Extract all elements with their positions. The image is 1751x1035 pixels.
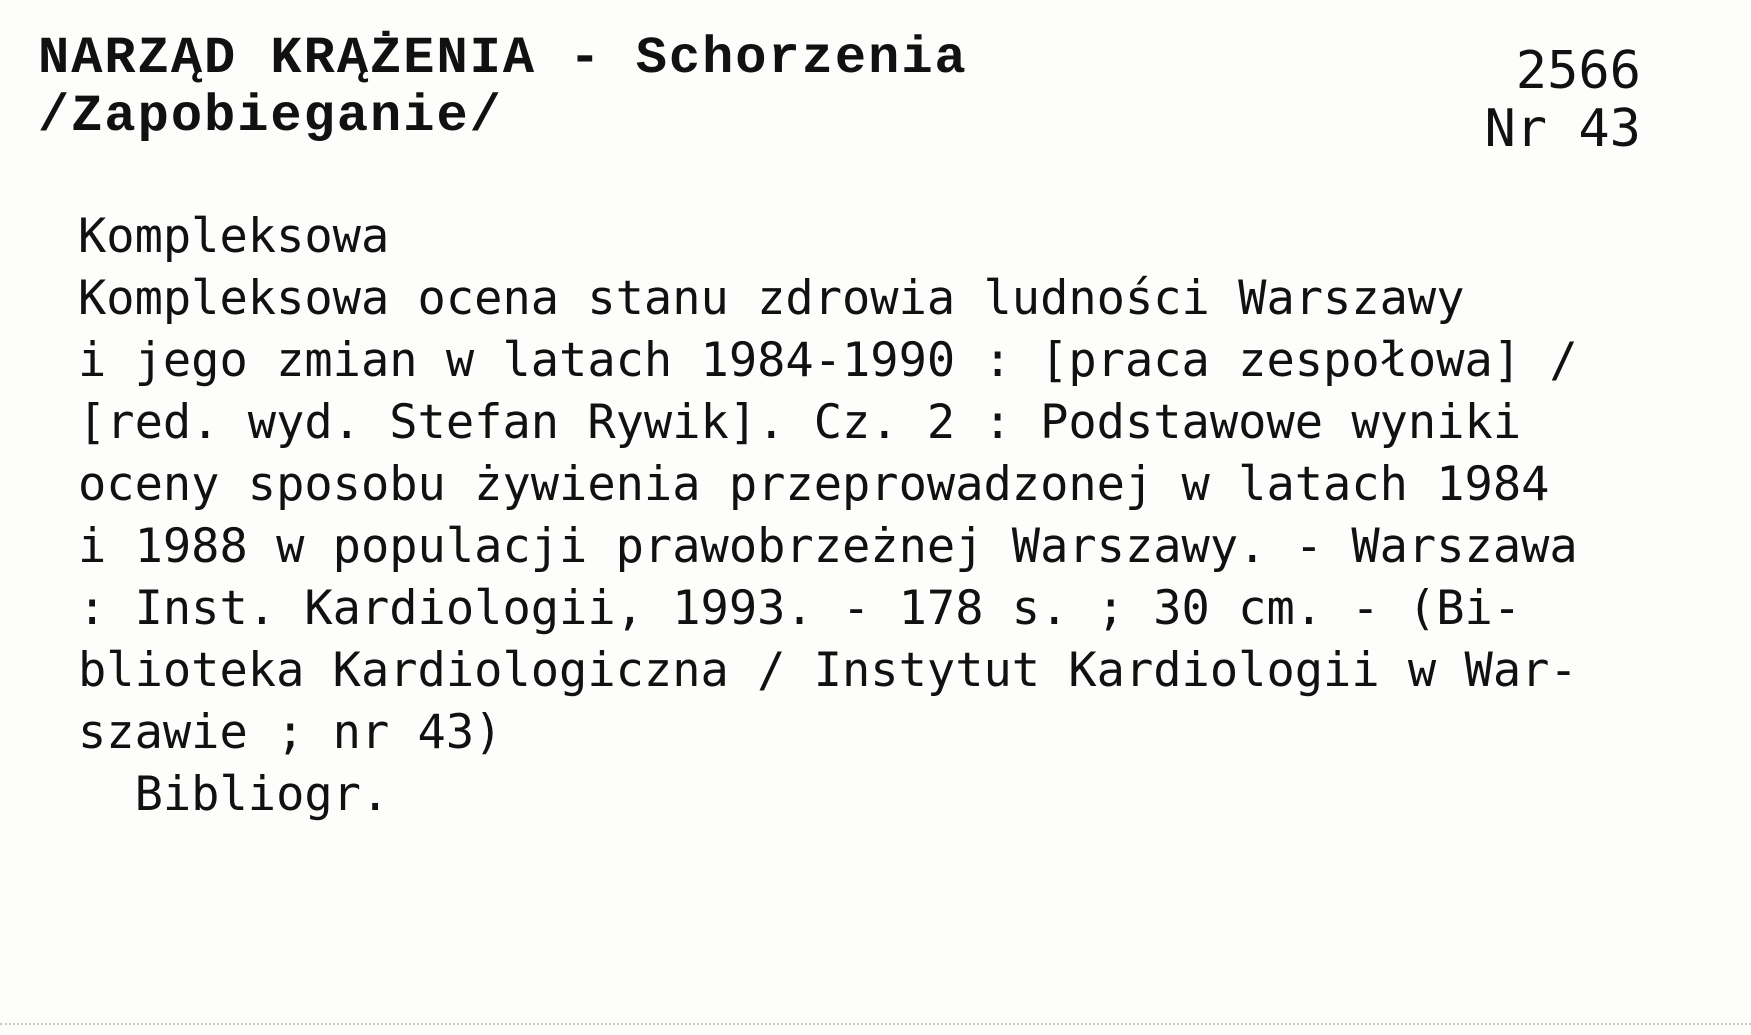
subject-heading: [38, 30, 968, 146]
entry-line: [red. wyd. Stefan Rywik]. Cz. 2 : Podstawowe wyniki: [78, 395, 1522, 450]
call-number-line-1: 2566: [1515, 41, 1641, 101]
bibliographic-entry: [78, 206, 1578, 826]
entry-line: szawie ; nr 43): [78, 705, 503, 760]
entry-line: blioteka Kardiologiczna / Instytut Kardiologii w War-: [78, 643, 1578, 698]
entry-line: i 1988 w populacji prawobrzeżnej Warszawy. - Warszawa: [78, 519, 1578, 574]
entry-line: i jego zmian w latach 1984-1990 : [praca zespołowa] /: [78, 333, 1578, 388]
entry-line: Kompleksowa ocena stanu zdrowia ludności Warszawy: [78, 271, 1465, 326]
subject-heading-line-1: NARZĄD KRĄŻENIA - Schorzenia: [38, 29, 968, 88]
call-number: [1484, 42, 1641, 158]
card-bottom-edge: [0, 1023, 1751, 1025]
entry-line: oceny sposobu żywienia przeprowadzonej w latach 1984: [78, 457, 1550, 512]
entry-line: Bibliogr.: [78, 767, 390, 822]
entry-line: : Inst. Kardiologii, 1993. - 178 s. ; 30 cm. - (Bi-: [78, 581, 1522, 636]
entry-line: Kompleksowa: [78, 209, 390, 264]
subject-heading-line-2: /Zapobieganie/: [38, 87, 503, 146]
call-number-line-2: Nr 43: [1484, 99, 1641, 159]
